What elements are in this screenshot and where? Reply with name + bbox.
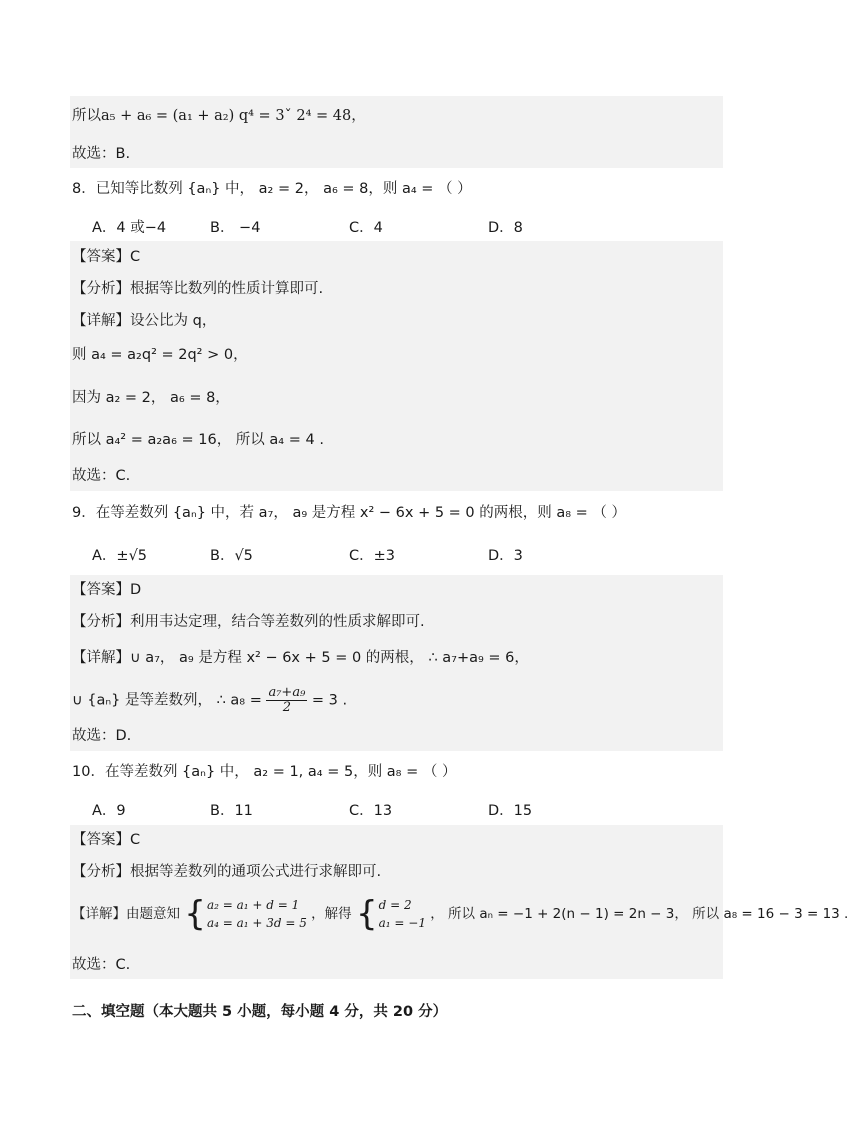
section-heading: 二、填空题（本大题共 5 小题，每小题 4 分，共 20 分） [72,1004,448,1020]
detail-text: ∪ {aₙ} 是等差数列， ∴ a₈ = [72,692,262,709]
equation-line: a₂ = a₁ + d = 1 [206,898,300,912]
question-10-option-d: D．15 [488,803,533,819]
left-brace: { [184,894,206,934]
question-8-option-d: D．8 [488,220,523,236]
equation-line: a₄ = a₁ + 3d = 5 [206,916,307,930]
detail-text: ， 所以 aₙ = −1 + 2(n − 1) = 2n − 3， 所以 a₈ = 16 − 3 = 13 . [430,906,848,922]
question-8-detail: 因为 a₂ = 2， a₆ = 8， [72,390,230,406]
question-10-analysis: 【分析】根据等差数列的通项公式进行求解即可. [72,864,382,880]
equation-line: d = 2 [378,898,412,912]
question-8-detail: 【详解】设公比为 q， [72,313,217,329]
equation-line: a₁ = −1 [378,916,426,930]
question-9-option-b: B．√5 [210,548,253,564]
question-10-option-c: C．13 [349,803,393,819]
question-8-choice: 故选：C. [72,468,131,484]
question-10-detail [72,896,848,932]
left-brace: { [355,894,378,934]
question-10-choice: 故选：C. [72,957,131,973]
question-9-answer: 【答案】D [72,582,142,598]
detail-text: = 3 . [311,692,348,709]
question-10-stem: 10．在等差数列 {aₙ} 中， a₂ = 1, a₄ = 5，则 a₈ = （ ） [72,764,457,780]
question-9-option-d: D．3 [488,548,523,564]
question-8-option-c: C．4 [349,220,383,236]
question-8-analysis: 【分析】根据等比数列的性质计算即可. [72,281,324,297]
equation-system [184,896,307,932]
question-8-option-b: B． −4 [210,220,261,236]
question-8-detail: 所以 a₄² = a₂a₆ = 16， 所以 a₄ = 4 . [72,432,324,448]
question-8-stem: 8．已知等比数列 {aₙ} 中， a₂ = 2， a₆ = 8，则 a₄ = （ ） [72,181,472,197]
detail-text: 【详解】由题意知 [72,906,180,922]
question-9-analysis: 【分析】利用韦达定理，结合等差数列的性质求解即可. [72,614,425,630]
question-9-stem: 9．在等差数列 {aₙ} 中，若 a₇， a₉ 是方程 x² − 6x + 5 = 0 的两根，则 a₈ = （ ） [72,505,627,521]
detail-text: ，解得 [311,906,352,922]
question-9-detail: 【详解】∪ a₇， a₉ 是方程 x² − 6x + 5 = 0 的两根， ∴ a₇+a₉ = 6， [72,650,529,666]
question-8-detail: 则 a₄ = a₂q² = 2q² > 0， [72,347,248,363]
equation-system [356,896,426,932]
text-line: 故选：B. [72,146,131,162]
text-line: 所以a₅ + a₆ = (a₁ + a₂) q⁴ = 3ˇ 2⁴ = 48， [72,108,366,124]
question-8-option-a: A．4 或−4 [92,220,167,236]
question-9-choice: 故选：D. [72,728,132,744]
fraction [266,686,307,715]
question-10-option-b: B．11 [210,803,253,819]
question-9-option-c: C．±3 [349,548,395,564]
question-10-option-a: A．9 [92,803,126,819]
question-9-option-a: A．±√5 [92,548,148,564]
fraction-numerator: a₇+a₉ [268,685,306,700]
question-10-answer: 【答案】C [72,832,141,848]
fraction-denominator: 2 [282,700,292,715]
question-9-detail [72,686,347,715]
question-8-answer: 【答案】C [72,249,141,265]
